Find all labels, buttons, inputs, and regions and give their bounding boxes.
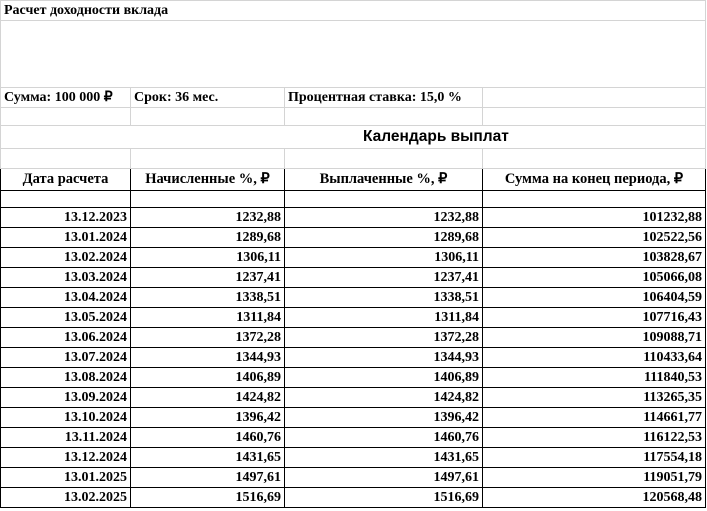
- balance-cell[interactable]: 120568,48: [483, 488, 706, 508]
- table-row: [1, 488, 706, 508]
- accrued-cell[interactable]: 1460,76: [131, 428, 285, 448]
- empty-cell[interactable]: [131, 108, 285, 126]
- paid-cell[interactable]: 1232,88: [285, 208, 483, 228]
- accrued-cell[interactable]: 1344,93: [131, 348, 285, 368]
- paid-cell[interactable]: 1338,51: [285, 288, 483, 308]
- paid-cell[interactable]: 1311,84: [285, 308, 483, 328]
- balance-cell[interactable]: 114661,77: [483, 408, 706, 428]
- accrued-cell[interactable]: 1431,65: [131, 448, 285, 468]
- date-cell[interactable]: 13.11.2024: [1, 428, 131, 448]
- table-row: [1, 288, 706, 308]
- date-cell[interactable]: 13.05.2024: [1, 308, 131, 328]
- paid-cell[interactable]: 1344,93: [285, 348, 483, 368]
- date-cell[interactable]: 13.06.2024: [1, 328, 131, 348]
- table-row: [1, 388, 706, 408]
- accrued-cell[interactable]: 1372,28: [131, 328, 285, 348]
- paid-cell[interactable]: 1289,68: [285, 228, 483, 248]
- accrued-cell[interactable]: 1289,68: [131, 228, 285, 248]
- accrued-cell[interactable]: 1232,88: [131, 208, 285, 228]
- table-row: [1, 308, 706, 328]
- calendar-heading-cell[interactable]: [1, 126, 706, 149]
- balance-cell[interactable]: 113265,35: [483, 388, 706, 408]
- table-row: [1, 448, 706, 468]
- paid-cell[interactable]: 1516,69: [285, 488, 483, 508]
- empty-cell[interactable]: [1, 191, 131, 208]
- table-row: [1, 468, 706, 488]
- table-row: [1, 268, 706, 288]
- balance-cell[interactable]: 107716,43: [483, 308, 706, 328]
- empty-cell[interactable]: [1, 21, 706, 88]
- empty-cell[interactable]: [483, 108, 706, 126]
- date-cell[interactable]: 13.07.2024: [1, 348, 131, 368]
- date-cell[interactable]: 13.01.2025: [1, 468, 131, 488]
- empty-cell[interactable]: [1, 149, 131, 169]
- table-header-row: [1, 169, 706, 191]
- empty-cell[interactable]: [285, 191, 483, 208]
- accrued-cell[interactable]: 1406,89: [131, 368, 285, 388]
- balance-cell[interactable]: 109088,71: [483, 328, 706, 348]
- empty-cell[interactable]: [483, 191, 706, 208]
- paid-cell[interactable]: 1431,65: [285, 448, 483, 468]
- paid-cell[interactable]: 1424,82: [285, 388, 483, 408]
- balance-cell[interactable]: 111840,53: [483, 368, 706, 388]
- accrued-cell[interactable]: 1306,11: [131, 248, 285, 268]
- balance-cell[interactable]: 117554,18: [483, 448, 706, 468]
- table-row: [1, 328, 706, 348]
- empty-cell[interactable]: [285, 149, 483, 169]
- sheet-title-cell[interactable]: Расчет доходности вклада: [1, 1, 706, 21]
- header-balance[interactable]: Сумма на конец периода, ₽: [483, 169, 706, 191]
- header-accrued[interactable]: Начисленные %, ₽: [131, 169, 285, 191]
- balance-cell[interactable]: 110433,64: [483, 348, 706, 368]
- table-row: [1, 408, 706, 428]
- table-row: [1, 368, 706, 388]
- empty-cell[interactable]: [483, 88, 706, 108]
- paid-cell[interactable]: 1306,11: [285, 248, 483, 268]
- table-row: [1, 348, 706, 368]
- accrued-cell[interactable]: 1497,61: [131, 468, 285, 488]
- balance-cell[interactable]: 106404,59: [483, 288, 706, 308]
- balance-cell[interactable]: 116122,53: [483, 428, 706, 448]
- balance-cell[interactable]: 119051,79: [483, 468, 706, 488]
- empty-cell[interactable]: [1, 108, 131, 126]
- term-cell[interactable]: Срок: 36 мес.: [131, 88, 285, 108]
- sum-cell[interactable]: Сумма: 100 000 ₽: [1, 88, 131, 108]
- date-cell[interactable]: 13.12.2023: [1, 208, 131, 228]
- accrued-cell[interactable]: 1424,82: [131, 388, 285, 408]
- date-cell[interactable]: 13.02.2025: [1, 488, 131, 508]
- balance-cell[interactable]: 102522,56: [483, 228, 706, 248]
- date-cell[interactable]: 13.04.2024: [1, 288, 131, 308]
- date-cell[interactable]: 13.08.2024: [1, 368, 131, 388]
- date-cell[interactable]: 13.02.2024: [1, 248, 131, 268]
- table-row: [1, 428, 706, 448]
- accrued-cell[interactable]: 1338,51: [131, 288, 285, 308]
- paid-cell[interactable]: 1396,42: [285, 408, 483, 428]
- date-cell[interactable]: 13.12.2024: [1, 448, 131, 468]
- date-cell[interactable]: 13.09.2024: [1, 388, 131, 408]
- header-date[interactable]: Дата расчета: [1, 169, 131, 191]
- paid-cell[interactable]: 1406,89: [285, 368, 483, 388]
- date-cell[interactable]: 13.01.2024: [1, 228, 131, 248]
- accrued-cell[interactable]: 1396,42: [131, 408, 285, 428]
- empty-cell[interactable]: [131, 191, 285, 208]
- table-row: [1, 228, 706, 248]
- empty-cell[interactable]: [285, 108, 483, 126]
- empty-cell[interactable]: [131, 149, 285, 169]
- date-cell[interactable]: 13.03.2024: [1, 268, 131, 288]
- header-paid[interactable]: Выплаченные %, ₽: [285, 169, 483, 191]
- date-cell[interactable]: 13.10.2024: [1, 408, 131, 428]
- table-row: [1, 208, 706, 228]
- empty-cell[interactable]: [483, 149, 706, 169]
- balance-cell[interactable]: 105066,08: [483, 268, 706, 288]
- paid-cell[interactable]: 1497,61: [285, 468, 483, 488]
- balance-cell[interactable]: 101232,88: [483, 208, 706, 228]
- accrued-cell[interactable]: 1516,69: [131, 488, 285, 508]
- table-row: [1, 248, 706, 268]
- rate-cell[interactable]: Процентная ставка: 15,0 %: [285, 88, 483, 108]
- paid-cell[interactable]: 1237,41: [285, 268, 483, 288]
- accrued-cell[interactable]: 1311,84: [131, 308, 285, 328]
- paid-cell[interactable]: 1372,28: [285, 328, 483, 348]
- accrued-cell[interactable]: 1237,41: [131, 268, 285, 288]
- calendar-heading: Календарь выплат: [363, 128, 509, 145]
- paid-cell[interactable]: 1460,76: [285, 428, 483, 448]
- balance-cell[interactable]: 103828,67: [483, 248, 706, 268]
